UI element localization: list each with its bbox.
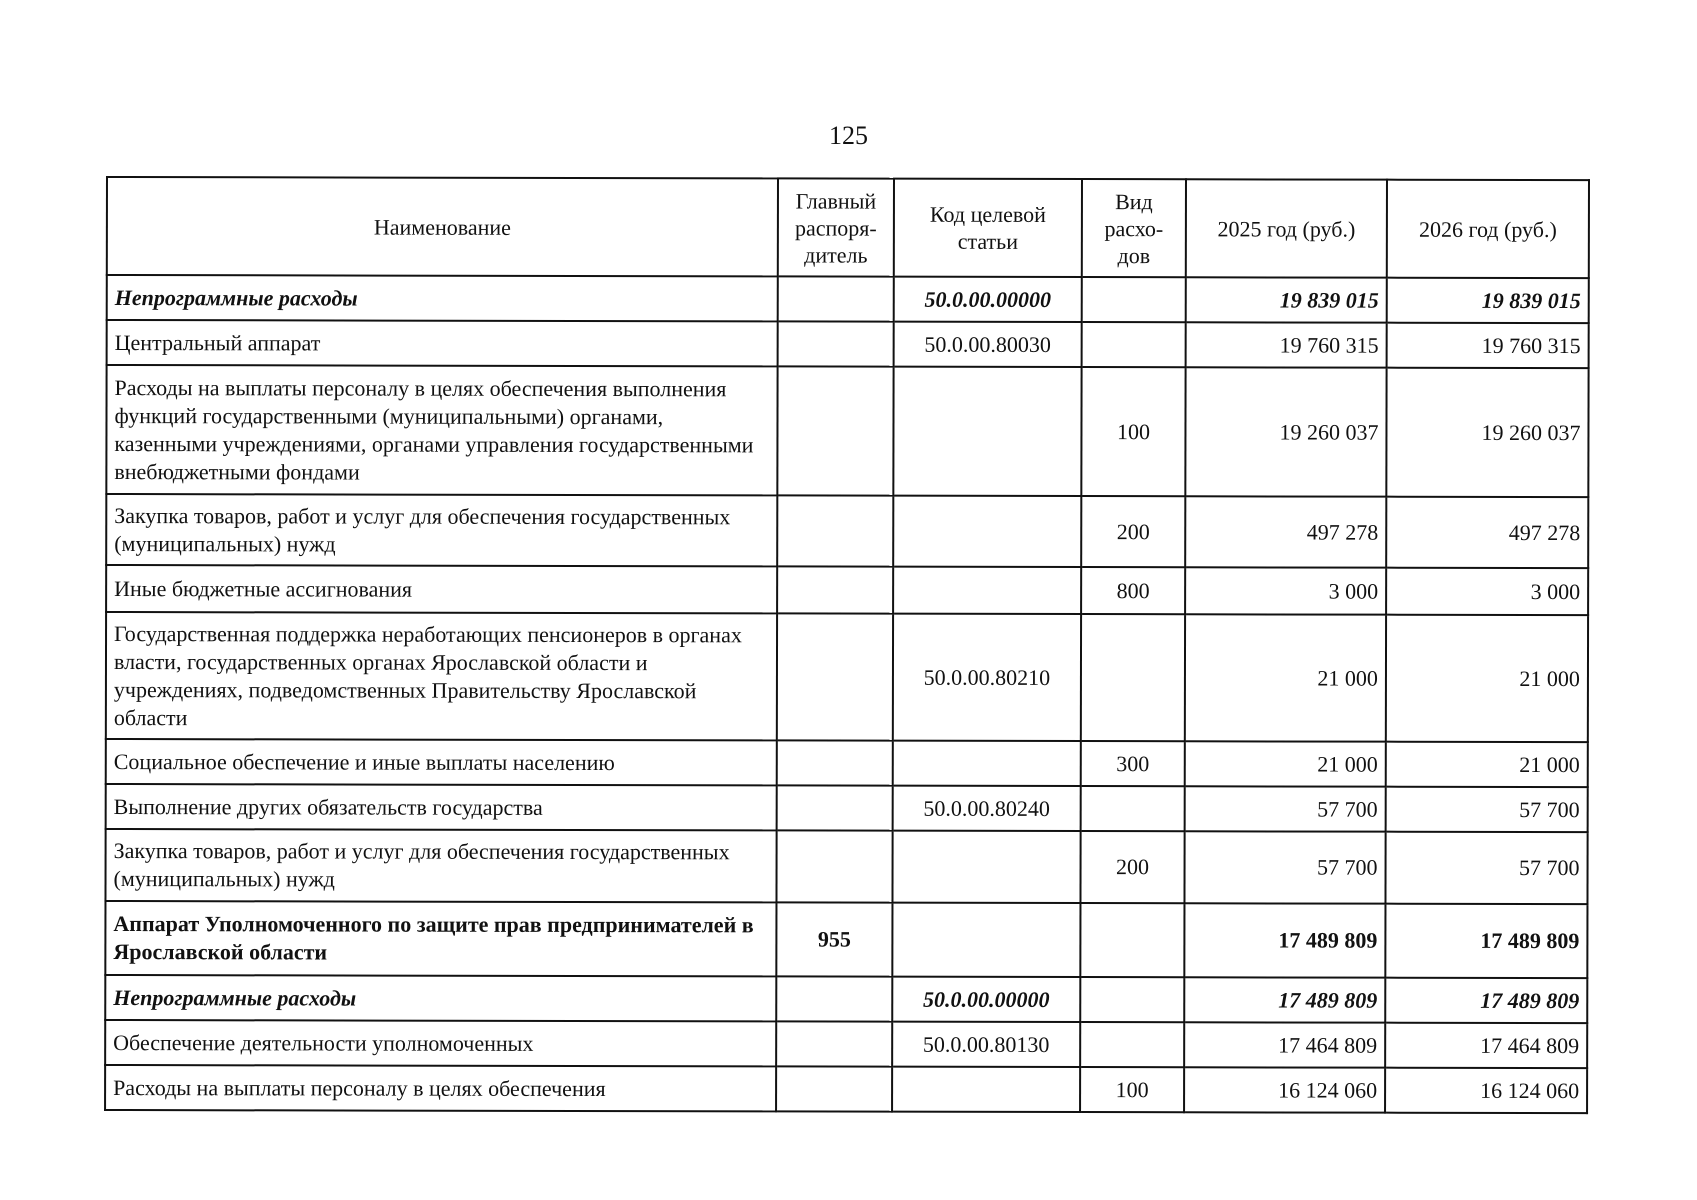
row-manager (778, 321, 894, 366)
header-code: Код целевой статьи (894, 179, 1082, 277)
row-code: 50.0.00.00000 (894, 277, 1082, 322)
row-code: 50.0.00.80030 (894, 322, 1082, 367)
row-code (892, 831, 1080, 903)
row-expense-type (1082, 322, 1186, 367)
row-name: Иные бюджетные ассигнования (106, 565, 777, 613)
header-year-2025: 2025 год (руб.) (1186, 179, 1387, 277)
row-name: Расходы на выплаты персоналу в целях обеспечения (105, 1065, 776, 1111)
row-amount-2025: 19 260 037 (1185, 367, 1386, 496)
row-code (893, 741, 1081, 786)
page-number: 125 (829, 121, 868, 150)
row-name: Государственная поддержка неработающих пенсионеров в органах власти, государственных органах Ярославской области и учреждениях, подведомственных Правительству Ярославской области (106, 612, 777, 740)
row-name: Закупка товаров, работ и услуг для обеспечения государственных (муниципальных) нужд (106, 494, 777, 566)
row-amount-2026: 17 489 809 (1385, 978, 1587, 1023)
row-amount-2026: 57 700 (1385, 832, 1587, 904)
row-amount-2026: 17 489 809 (1385, 904, 1587, 978)
row-expense-type: 200 (1081, 496, 1185, 567)
row-manager: 955 (776, 902, 892, 976)
table-row (105, 1065, 1587, 1113)
row-amount-2025: 19 839 015 (1186, 277, 1387, 322)
row-amount-2025: 19 760 315 (1186, 322, 1387, 367)
row-name: Расходы на выплаты персоналу в целях обеспечения выполнения функций государственными (муниципальными) органами, казенными учреждениями, органами управления государственными внебюджетными фондами (106, 365, 777, 495)
row-amount-2025: 17 464 809 (1184, 1022, 1385, 1067)
row-amount-2025: 21 000 (1185, 741, 1386, 786)
row-manager (777, 613, 893, 740)
row-name: Аппарат Уполномоченного по защите прав предпринимателей в Ярославской области (105, 901, 776, 976)
row-amount-2025: 3 000 (1185, 567, 1386, 614)
row-name: Социальное обеспечение и иные выплаты населению (106, 739, 777, 785)
table-row (106, 494, 1588, 568)
row-amount-2026: 19 760 315 (1387, 323, 1589, 368)
row-code (893, 496, 1081, 567)
row-expense-type (1080, 903, 1184, 977)
row-name: Обеспечение деятельности уполномоченных (105, 1020, 776, 1066)
row-code (892, 1067, 1080, 1112)
row-manager (776, 1066, 892, 1111)
row-amount-2026: 17 464 809 (1385, 1023, 1587, 1068)
row-expense-type: 800 (1081, 567, 1185, 614)
row-code: 50.0.00.80130 (892, 1022, 1080, 1067)
row-amount-2026: 16 124 060 (1385, 1068, 1587, 1113)
table-row (105, 975, 1587, 1023)
row-code: 50.0.00.80210 (893, 614, 1081, 741)
row-amount-2025: 21 000 (1185, 614, 1386, 741)
row-amount-2025: 57 700 (1184, 831, 1385, 903)
row-code (892, 903, 1080, 977)
row-amount-2026: 497 278 (1386, 497, 1588, 568)
table-row (107, 320, 1589, 368)
row-name: Выполнение других обязательств государства (106, 784, 777, 830)
row-expense-type (1080, 1022, 1184, 1067)
table-row (105, 829, 1587, 904)
table-row (106, 565, 1588, 615)
row-manager (777, 785, 893, 830)
table-row (105, 901, 1587, 978)
row-manager (777, 740, 893, 785)
row-expense-type (1081, 786, 1185, 831)
header-year-2026: 2026 год (руб.) (1387, 180, 1589, 278)
table-row (105, 1020, 1587, 1068)
row-manager (778, 276, 894, 321)
row-expense-type (1082, 277, 1186, 322)
row-amount-2026: 3 000 (1386, 568, 1588, 615)
row-expense-type: 100 (1080, 1067, 1184, 1112)
row-name: Закупка товаров, работ и услуг для обеспечения государственных (муниципальных) нужд (105, 829, 776, 902)
budget-table (104, 176, 1590, 1114)
row-amount-2025: 497 278 (1185, 496, 1386, 567)
row-name: Центральный аппарат (107, 320, 778, 366)
header-expense-type: Вид расхо-дов (1082, 179, 1186, 277)
row-expense-type (1081, 614, 1185, 741)
header-manager: Главный распоря-дитель (778, 178, 894, 276)
row-name: Непрограммные расходы (107, 275, 778, 321)
row-amount-2026: 21 000 (1386, 742, 1588, 787)
row-manager (776, 1021, 892, 1066)
table-row (106, 784, 1588, 832)
row-amount-2025: 16 124 060 (1184, 1067, 1385, 1112)
row-code (893, 367, 1081, 496)
row-manager (777, 566, 893, 613)
row-amount-2025: 17 489 809 (1184, 977, 1385, 1022)
row-amount-2026: 19 260 037 (1386, 368, 1588, 497)
row-expense-type: 200 (1080, 831, 1184, 903)
row-amount-2025: 57 700 (1185, 786, 1386, 831)
row-expense-type (1080, 977, 1184, 1022)
row-amount-2026: 57 700 (1386, 787, 1588, 832)
table-row (107, 275, 1589, 323)
row-amount-2026: 19 839 015 (1387, 278, 1589, 323)
row-name: Непрограммные расходы (105, 975, 776, 1021)
table-row (106, 365, 1588, 497)
row-expense-type: 100 (1081, 367, 1185, 496)
row-manager (777, 495, 893, 566)
row-code: 50.0.00.00000 (892, 977, 1080, 1022)
table-row (106, 612, 1588, 742)
row-expense-type: 300 (1081, 741, 1185, 786)
row-code (893, 567, 1081, 614)
row-manager (776, 976, 892, 1021)
row-manager (777, 366, 893, 495)
table-header-row (107, 177, 1589, 278)
row-amount-2025: 17 489 809 (1184, 903, 1385, 977)
header-name: Наименование (107, 177, 778, 276)
row-code: 50.0.00.80240 (893, 786, 1081, 831)
table-row (106, 739, 1588, 787)
row-amount-2026: 21 000 (1386, 615, 1588, 742)
row-manager (776, 830, 892, 902)
